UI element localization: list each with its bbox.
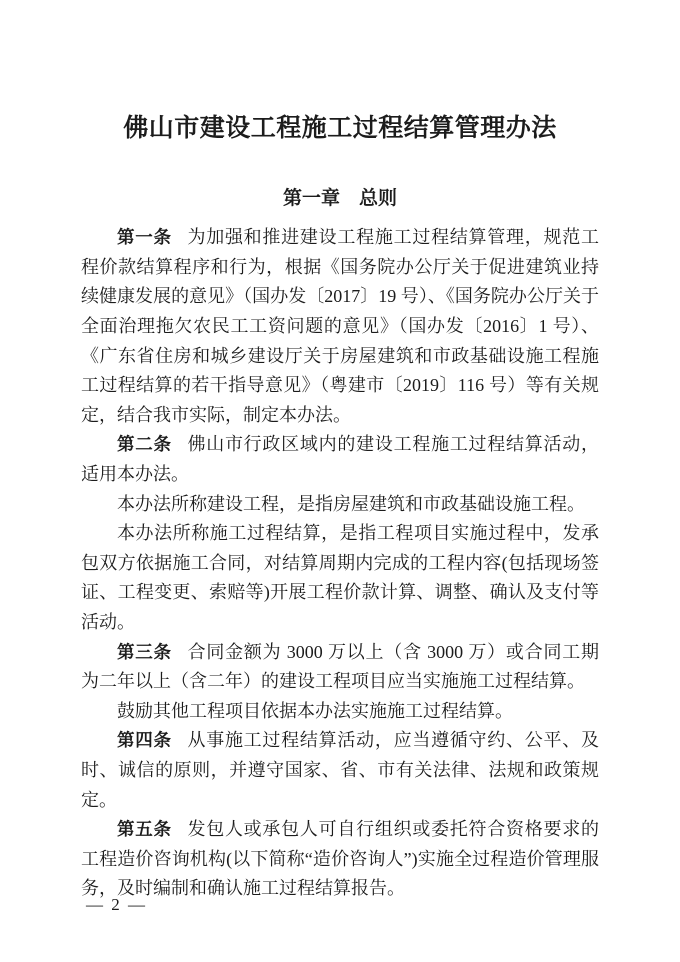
document-body <box>81 223 599 904</box>
paragraph: 第一条 为加强和推进建设工程施工过程结算管理，规范工程价款结算程序和行为，根据《国务院办公厅关于促进建筑业持续健康发展的意见》（国办发〔2017〕19 号）、《国务院办公厅关于全面治理拖欠农民工工资问题的意见》（国办发〔2016〕1 号）、《广东省住房和城乡建设厅关于房屋建筑和市政基础设施工程施工过程结算的若干指导意见》（粤建市〔2019〕116 号）等有关规定，结合我市实际，制定本办法。 <box>81 227 599 425</box>
article-number: 第二条 <box>117 434 172 455</box>
page-number: — 2 — <box>86 895 147 914</box>
paragraph: 第五条 发包人或承包人可自行组织或委托符合资格要求的工程造价咨询机构(以下简称“造价咨询人”)实施全过程造价管理服务，及时编制和确认施工过程结算报告。 <box>81 819 599 899</box>
article-number: 第一条 <box>117 227 172 248</box>
article-number: 第五条 <box>117 819 172 840</box>
paragraph: 本办法所称建设工程，是指房屋建筑和市政基础设施工程。 <box>117 493 585 514</box>
paragraph: 本办法所称施工过程结算，是指工程项目实施过程中，发承包双方依据施工合同，对结算周期内完成的工程内容(包括现场签证、工程变更、索赔等)开展工程价款计算、调整、确认及支付等活动。 <box>81 523 599 633</box>
paragraph: 鼓励其他工程项目依据本办法实施施工过程结算。 <box>117 700 513 721</box>
article-number: 第四条 <box>117 730 172 751</box>
chapter-heading: 第一章 总则 <box>282 187 397 209</box>
paragraph: 第三条 合同金额为 3000 万以上（含 3000 万）或合同工期为二年以上（含二年）的建设工程项目应当实施施工过程结算。 <box>81 641 600 692</box>
document-title: 佛山市建设工程施工过程结算管理办法 <box>123 115 557 142</box>
paragraph: 第四条 从事施工过程结算活动，应当遵循守约、公平、及时、诚信的原则，并遵守国家、省、市有关法律、法规和政策规定。 <box>81 730 599 810</box>
article-number: 第三条 <box>117 641 172 662</box>
paragraph: 第二条 佛山市行政区域内的建设工程施工过程结算活动，适用本办法。 <box>81 434 599 485</box>
